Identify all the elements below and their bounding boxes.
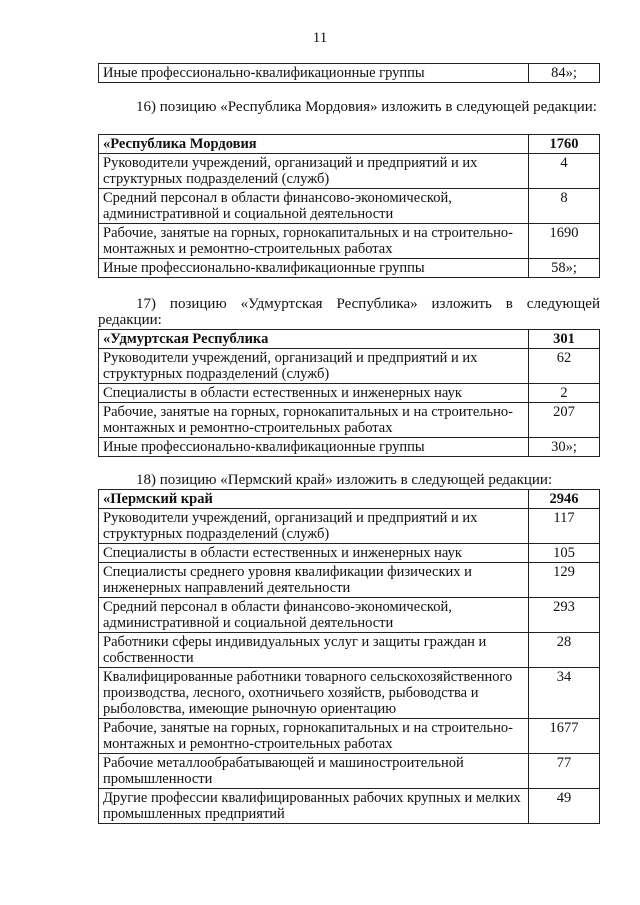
- row-label: Средний персонал в области финансово-экономической, административной и социальной деятельности: [99, 598, 529, 633]
- table-row: [99, 719, 600, 754]
- row-value: 1690: [529, 224, 600, 259]
- table-header-row: [99, 490, 600, 509]
- row-label: Специалисты в области естественных и инженерных наук: [99, 544, 529, 563]
- row-label: Руководители учреждений, организаций и предприятий и их структурных подразделений (служб): [99, 509, 529, 544]
- row-label: Руководители учреждений, организаций и предприятий и их структурных подразделений (служб): [99, 349, 529, 384]
- table-row: [99, 509, 600, 544]
- table-row: [99, 668, 600, 719]
- table-row: [99, 438, 600, 457]
- row-value: 117: [529, 509, 600, 544]
- region-name: «Пермский край: [99, 490, 529, 509]
- row-value: 77: [529, 754, 600, 789]
- table-row: [99, 563, 600, 598]
- table-header-row: [99, 330, 600, 349]
- top-table: [98, 63, 600, 83]
- section-16-intro: 16) позицию «Республика Мордовия» изложить в следующей редакции:: [136, 99, 597, 115]
- table-udmurtia: [98, 329, 600, 457]
- row-label: Иные профессионально-квалификационные группы: [99, 438, 529, 457]
- table-perm: [98, 489, 600, 824]
- row-value: 8: [529, 189, 600, 224]
- table-row: [99, 259, 600, 278]
- row-value: 2: [529, 384, 600, 403]
- row-value: 293: [529, 598, 600, 633]
- table-row: [99, 154, 600, 189]
- row-label: Квалифицированные работники товарного сельскохозяйственного производства, лесного, охотничьего хозяйств, рыбоводства и рыболовства, имеющие рыночную ориентацию: [99, 668, 529, 719]
- row-value: 28: [529, 633, 600, 668]
- row-label: Рабочие металлообрабатывающей и машиностроительной промышленности: [99, 754, 529, 789]
- region-name: «Республика Мордовия: [99, 135, 529, 154]
- section-18-intro: 18) позицию «Пермский край» изложить в следующей редакции:: [136, 472, 553, 488]
- row-label: Иные профессионально-квалификационные группы: [99, 64, 529, 83]
- row-label: Другие профессии квалифицированных рабочих крупных и мелких промышленных предприятий: [99, 789, 529, 824]
- row-label: Рабочие, занятые на горных, горнокапитальных и на строительно-монтажных и ремонтно-строительных работах: [99, 224, 529, 259]
- row-value: 129: [529, 563, 600, 598]
- row-value: 58»;: [529, 259, 600, 278]
- table-row: [99, 349, 600, 384]
- region-total: 301: [529, 330, 600, 349]
- row-value: 84»;: [529, 64, 600, 83]
- row-value: 62: [529, 349, 600, 384]
- row-value: 4: [529, 154, 600, 189]
- region-name: «Удмуртская Республика: [99, 330, 529, 349]
- table-row: [99, 633, 600, 668]
- table-mordovia: [98, 134, 600, 278]
- page-number: 11: [312, 30, 328, 46]
- table-row: [99, 384, 600, 403]
- table-header-row: [99, 135, 600, 154]
- section-17-intro: 17) позицию «Удмуртская Республика» изложить в следующей редакции:: [98, 296, 600, 328]
- row-label: Иные профессионально-квалификационные группы: [99, 259, 529, 278]
- table-row: [99, 64, 600, 83]
- table-row: [99, 598, 600, 633]
- row-label: Работники сферы индивидуальных услуг и защиты граждан и собственности: [99, 633, 529, 668]
- table-row: [99, 224, 600, 259]
- row-value: 1677: [529, 719, 600, 754]
- region-total: 2946: [529, 490, 600, 509]
- table-row: [99, 544, 600, 563]
- row-value: 105: [529, 544, 600, 563]
- row-label: Рабочие, занятые на горных, горнокапитальных и на строительно-монтажных и ремонтно-строительных работах: [99, 403, 529, 438]
- row-label: Специалисты в области естественных и инженерных наук: [99, 384, 529, 403]
- row-value: 207: [529, 403, 600, 438]
- row-label: Средний персонал в области финансово-экономической, административной и социальной деятельности: [99, 189, 529, 224]
- table-row: [99, 189, 600, 224]
- row-value: 30»;: [529, 438, 600, 457]
- row-label: Руководители учреждений, организаций и предприятий и их структурных подразделений (служб): [99, 154, 529, 189]
- table-row: [99, 754, 600, 789]
- row-label: Рабочие, занятые на горных, горнокапитальных и на строительно-монтажных и ремонтно-строительных работах: [99, 719, 529, 754]
- row-label: Специалисты среднего уровня квалификации физических и инженерных направлений деятельности: [99, 563, 529, 598]
- row-value: 34: [529, 668, 600, 719]
- table-row: [99, 789, 600, 824]
- region-total: 1760: [529, 135, 600, 154]
- row-value: 49: [529, 789, 600, 824]
- table-row: [99, 403, 600, 438]
